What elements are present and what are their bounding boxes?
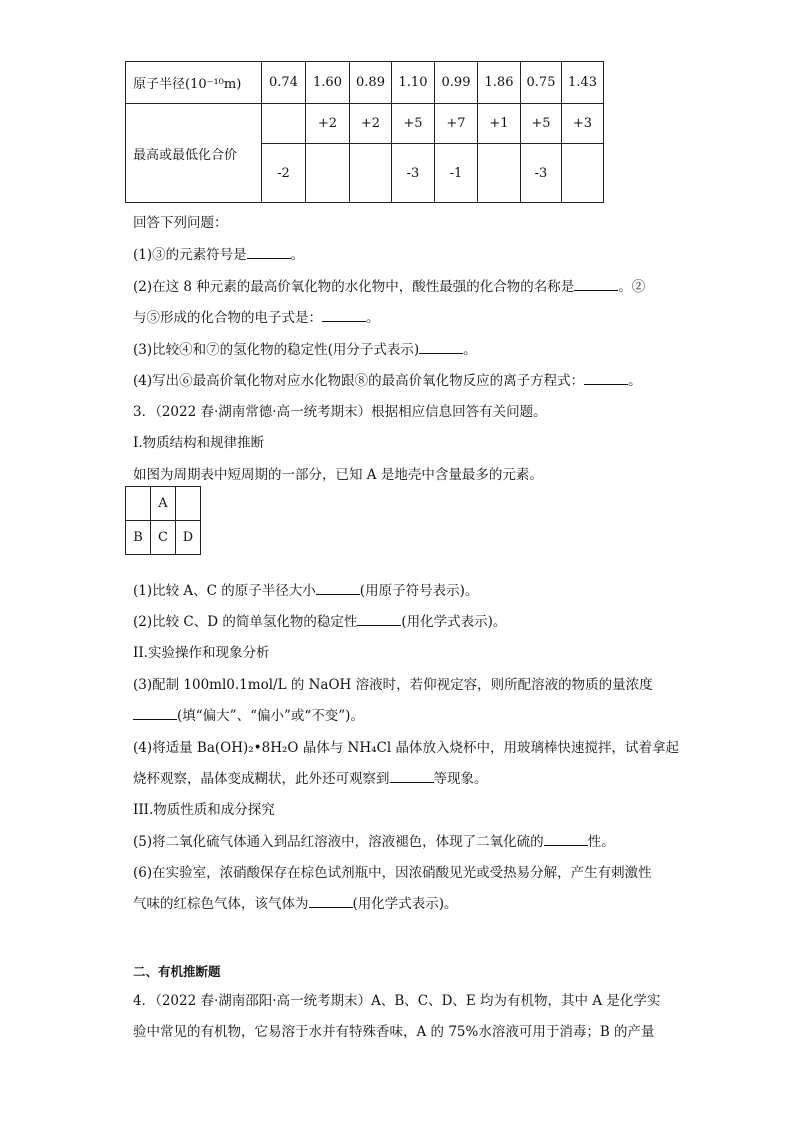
answer-blank[interactable] — [309, 895, 353, 908]
radius-cell: 1.10 — [392, 62, 435, 104]
valence-low-cell: -3 — [521, 144, 562, 203]
q3-part6-line2 — [133, 892, 458, 912]
q3-part4-line2 — [133, 767, 488, 787]
q3-part5 — [133, 830, 615, 850]
grid-row-bottom — [126, 521, 201, 555]
q2-part1-end: 。 — [290, 247, 305, 263]
valence-low-cell — [306, 144, 350, 203]
q2-part2-line2 — [133, 306, 380, 326]
q2-part1-text: (1)③的元素符号是 — [133, 247, 247, 263]
q3-part3-end: (填“偏大”、“偏小”或“不变”)。 — [177, 708, 364, 724]
q3-header: 3．（2022 春·湖南常德·高一统考期末）根据相应信息回答有关问题。 — [133, 404, 547, 420]
q4-line1: 4．（2022 春·湖南邵阳·高一统考期末）A、B、C、D、E 均为有机物，其中 A 是化学实 — [133, 993, 661, 1009]
q2-part2-text: (2)在这 8 种元素的最高价氧化物的水化物中，酸性最强的化合物的名称是 — [133, 279, 575, 295]
valence-high-cell: +3 — [562, 104, 604, 144]
answer-blank[interactable] — [419, 341, 463, 354]
radius-row — [126, 62, 604, 104]
grid-cell: D — [176, 521, 201, 555]
q2-part4-end: 。 — [628, 373, 642, 389]
radius-cell: 0.75 — [521, 62, 562, 104]
q3-part1-text: (1)比较 A、C 的原子半径大小 — [133, 583, 316, 599]
radius-cell: 1.43 — [562, 62, 604, 104]
q3-part5-end: 性。 — [587, 834, 615, 850]
q3-part2-text: (2)比较 C、D 的简单氢化物的稳定性 — [133, 614, 358, 630]
q2-part3-text: (3)比较④和⑦的氢化物的稳定性(用分子式表示) — [133, 342, 420, 358]
q3-part6-line1: (6)在实验室，浓硝酸保存在棕色试剂瓶中，因浓硝酸见光或受热易分解，产生有刺激性 — [133, 865, 652, 881]
answer-blank[interactable] — [544, 833, 588, 846]
valence-high-row — [126, 104, 604, 144]
q2-intro: 回答下列问题： — [133, 215, 228, 231]
answer-blank[interactable] — [584, 372, 628, 385]
q2-part3-end: 。 — [463, 342, 477, 358]
grid-cell — [126, 487, 151, 521]
q2-part1 — [133, 243, 304, 263]
q3-part4-line1: (4)将适量 Ba(OH)₂•8H₂O 晶体与 NH₄Cl 晶体放入烧杯中，用玻璃棒快速搅拌，试着拿起 — [133, 740, 679, 756]
valence-high-cell — [262, 104, 306, 144]
periodic-table-fragment — [125, 486, 201, 555]
valence-high-cell: +7 — [435, 104, 478, 144]
radius-cell: 0.89 — [350, 62, 392, 104]
grid-cell: C — [151, 521, 176, 555]
q3-section1-title: I.物质结构和规律推断 — [133, 435, 265, 451]
valence-high-cell: +1 — [478, 104, 521, 144]
q3-part1 — [133, 579, 478, 599]
answer-blank[interactable] — [322, 309, 366, 322]
q3-part5-text: (5)将二氧化硫气体通入到品红溶液中，溶液褪色，体现了二氧化硫的 — [133, 834, 544, 850]
q3-part6-text: 气味的红棕色气体，该气体为 — [133, 896, 309, 912]
radius-cell: 1.86 — [478, 62, 521, 104]
answer-blank[interactable] — [247, 246, 291, 259]
valence-high-cell: +2 — [350, 104, 392, 144]
q2-part2-text2: 与⑤形成的化合物的电子式是： — [133, 310, 322, 326]
valence-high-cell: +5 — [392, 104, 435, 144]
grid-cell: A — [151, 487, 176, 521]
section-heading: 二、有机推断题 — [133, 964, 221, 979]
element-data-table — [125, 61, 604, 203]
answer-blank[interactable] — [357, 613, 401, 626]
q3-part3-line2 — [133, 704, 364, 724]
answer-blank[interactable] — [133, 707, 177, 720]
valence-low-cell — [562, 144, 604, 203]
q3-part1-end: (用原子符号表示)。 — [359, 583, 479, 599]
q3-section2-title: II.实验操作和现象分析 — [133, 645, 270, 661]
valence-label: 最高或最低化合价 — [126, 104, 262, 203]
grid-row-top — [126, 487, 201, 521]
q2-part3 — [133, 338, 477, 358]
answer-blank[interactable] — [316, 582, 360, 595]
grid-cell: B — [126, 521, 151, 555]
answer-blank[interactable] — [574, 278, 618, 291]
radius-cell: 0.74 — [262, 62, 306, 104]
q3-part3-line1: (3)配制 100ml0.1mol/L 的 NaOH 溶液时，若仰视定容，则所配溶液的物质的量浓度 — [133, 677, 653, 693]
q4-line2: 验中常见的有机物，它易溶于水并有特殊香味，A 的 75%水溶液可用于消毒；B 的产量 — [133, 1024, 655, 1040]
valence-high-cell: +5 — [521, 104, 562, 144]
q3-part4-end: 等现象。 — [433, 771, 488, 787]
radius-label: 原子半径(10⁻¹⁰m) — [126, 62, 262, 104]
valence-low-cell — [478, 144, 521, 203]
valence-low-cell: -1 — [435, 144, 478, 203]
valence-high-cell: +2 — [306, 104, 350, 144]
q2-part4 — [133, 369, 642, 389]
q2-part2-end: 。② — [618, 279, 646, 295]
valence-low-cell: -2 — [262, 144, 306, 203]
q2-part2-end2: 。 — [366, 310, 380, 326]
q2-part4-text: (4)写出⑥最高价氧化物对应水化物跟⑧的最高价氧化物反应的离子方程式： — [133, 373, 585, 389]
grid-cell — [176, 487, 201, 521]
radius-cell: 0.99 — [435, 62, 478, 104]
radius-cell: 1.60 — [306, 62, 350, 104]
q3-part6-end: (用化学式表示)。 — [352, 896, 458, 912]
q3-part2 — [133, 610, 506, 630]
q3-intro: 如图为周期表中短周期的一部分，已知 A 是地壳中含量最多的元素。 — [133, 467, 543, 483]
valence-low-cell — [350, 144, 392, 203]
q3-part2-end: (用化学式表示)。 — [401, 614, 507, 630]
q3-section3-title: III.物质性质和成分探究 — [133, 802, 275, 818]
valence-low-cell: -3 — [392, 144, 435, 203]
q2-part2-line1 — [133, 275, 645, 295]
answer-blank[interactable] — [390, 770, 434, 783]
q3-part4-text: 烧杯观察，晶体变成糊状，此外还可观察到 — [133, 771, 390, 787]
